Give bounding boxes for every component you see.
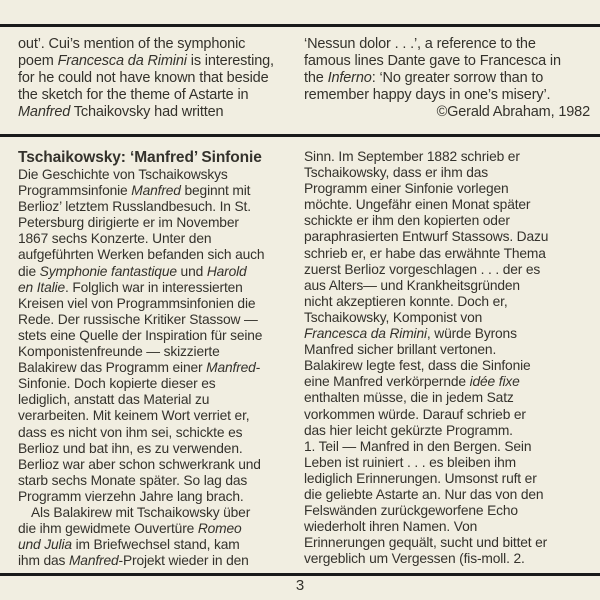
text-line: Programm einer Sinfonie vorlegen (304, 181, 509, 197)
text-line: Manfred sicher brillant vertonen. (304, 342, 497, 358)
text-line: die Symphonie fantastique und Harold (18, 263, 247, 279)
text-line: en Italie. Folglich war in interessierten (18, 279, 243, 295)
text-line: die ihm gewidmete Ouvertüre Romeo (18, 521, 242, 537)
text-line: das hier leicht gekürzte Programm. (304, 422, 513, 438)
text-line: out’. Cui’s mention of the symphonic (18, 36, 246, 52)
text-line: vergeblich um Vergessen (fis-moll. 2. (304, 551, 525, 567)
text-line: Berlioz’ letztem Russlandbesuch. In St. (18, 199, 251, 215)
text-line: Sinfonie. Doch kopierte dieser es (18, 376, 216, 392)
text-line: dass es nicht von ihm sei, schickte es (18, 424, 243, 440)
text-line: the sketch for the theme of Astarte in (18, 87, 249, 103)
text-line: schrieb er, er habe das erwähnte Thema (304, 245, 546, 261)
column-gap (296, 149, 304, 569)
text-line: Programm vierzehn Jahre lang brach. (18, 488, 244, 504)
text-line: Francesca da Rimini, würde Byrons (304, 326, 517, 342)
top-left-column (18, 36, 296, 121)
text-line: ©Gerald Abraham, 1982 (436, 104, 590, 120)
text-line: schickte er ihm den kopierten oder (304, 213, 510, 229)
article-heading: Tschaikowsky: ‘Manfred’ Sinfonie (18, 149, 262, 166)
text-line: eine Manfred verkörpernde idée fixe (304, 374, 520, 390)
bottom-rule (0, 573, 600, 576)
text-line: Erinnerungen gequält, sucht und bittet er (304, 535, 548, 551)
text-line: 1867 sechs Konzerte. Unter den (18, 231, 212, 247)
text-line: Leben ist ruiniert . . . es bleiben ihm (304, 454, 516, 470)
section-divider-rule (0, 134, 600, 137)
text-line: Balakirew das Programm einer Manfred- (18, 360, 261, 376)
text-line: Die Geschichte von Tschaikowskys (18, 167, 228, 182)
english-notes-section (18, 36, 590, 121)
text-line: Manfred Tchaikovsky had written (18, 104, 224, 120)
text-line: Rede. Der russische Kritiker Stassow — (18, 311, 258, 327)
top-right-column (304, 36, 590, 121)
column-gap (296, 36, 304, 121)
text-line: und Julia im Briefwechsel stand, kam (18, 537, 240, 553)
text-line: möchte. Ungefähr einen Monat später (304, 197, 531, 213)
main-left-text (18, 167, 296, 569)
text-line: Berlioz war aber schon schwerkrank und (18, 456, 261, 472)
main-left-column (18, 149, 296, 569)
text-line: for he could not have known that beside (18, 70, 269, 86)
text-line: Tschaikowsky, Komponist von (304, 309, 483, 325)
text-line: ihm das Manfred-Projekt wieder in den (18, 553, 249, 569)
german-notes-section (18, 149, 590, 569)
text-line: starb sechs Monate später. So lag das (18, 472, 248, 488)
text-line: Sinn. Im September 1882 schrieb er (304, 149, 520, 164)
text-line: Tschaikowsky, dass er ihm das (304, 165, 489, 181)
text-line: Kreisen viel von Programmsinfonien die (18, 295, 256, 311)
text-line: 1. Teil — Manfred in den Bergen. Sein (304, 438, 532, 454)
top-rule (0, 24, 600, 27)
text-line: zuerst Berlioz vorgeschlagen . . . der es (304, 261, 541, 277)
text-line: remember happy days in one’s misery’. (304, 87, 551, 103)
text-line: the Inferno: ‘No greater sorrow than to (304, 70, 544, 86)
text-line: enthalten müsse, die in jedem Satz (304, 390, 514, 406)
text-line: paraphrasierten Entwurf Stassows. Dazu (304, 229, 549, 245)
text-line: Programmsinfonie Manfred beginnt mit (18, 183, 251, 199)
text-line: Petersburg dirigierte er im November (18, 215, 239, 231)
text-line: lediglich Erinnerungen. Umsonst ruft er (304, 470, 537, 486)
text-line: wiederholt ihren Namen. Von (304, 519, 478, 535)
text-line: Balakirew legte fest, dass die Sinfonie (304, 358, 531, 374)
text-line: Als Balakirew mit Tschaikowsky über (31, 504, 251, 520)
main-right-column (304, 149, 590, 569)
page-number: 3 (295, 577, 305, 594)
text-line: poem Francesca da Rimini is interesting, (18, 53, 274, 69)
text-line: stets eine Quelle der Inspiration für seine (18, 327, 263, 343)
text-line: die geliebte Astarte an. Nur das von den (304, 486, 544, 502)
text-line: ‘Nessun dolor . . .’, a reference to the (304, 36, 536, 52)
text-line: lediglich, anstatt das Material zu (18, 392, 210, 408)
text-line: verarbeiten. Mit keinem Wort verriet er, (18, 408, 250, 424)
text-line: vorkommen würde. Darauf schrieb er (304, 406, 526, 422)
text-line: Felswänden zurückgeworfene Echo (304, 503, 518, 519)
text-line: nicht akzeptieren konnte. Doch er, (304, 293, 508, 309)
text-line: Komponistenfreunde — skizzierte (18, 344, 220, 360)
text-line: aus Alters— und Krankheitsgründen (304, 277, 520, 293)
text-line: Berlioz und bat ihn, es zu verwenden. (18, 440, 243, 456)
text-line: famous lines Dante gave to Francesca in (304, 53, 561, 69)
text-line: aufgeführten Werken befanden sich auch (18, 247, 265, 263)
